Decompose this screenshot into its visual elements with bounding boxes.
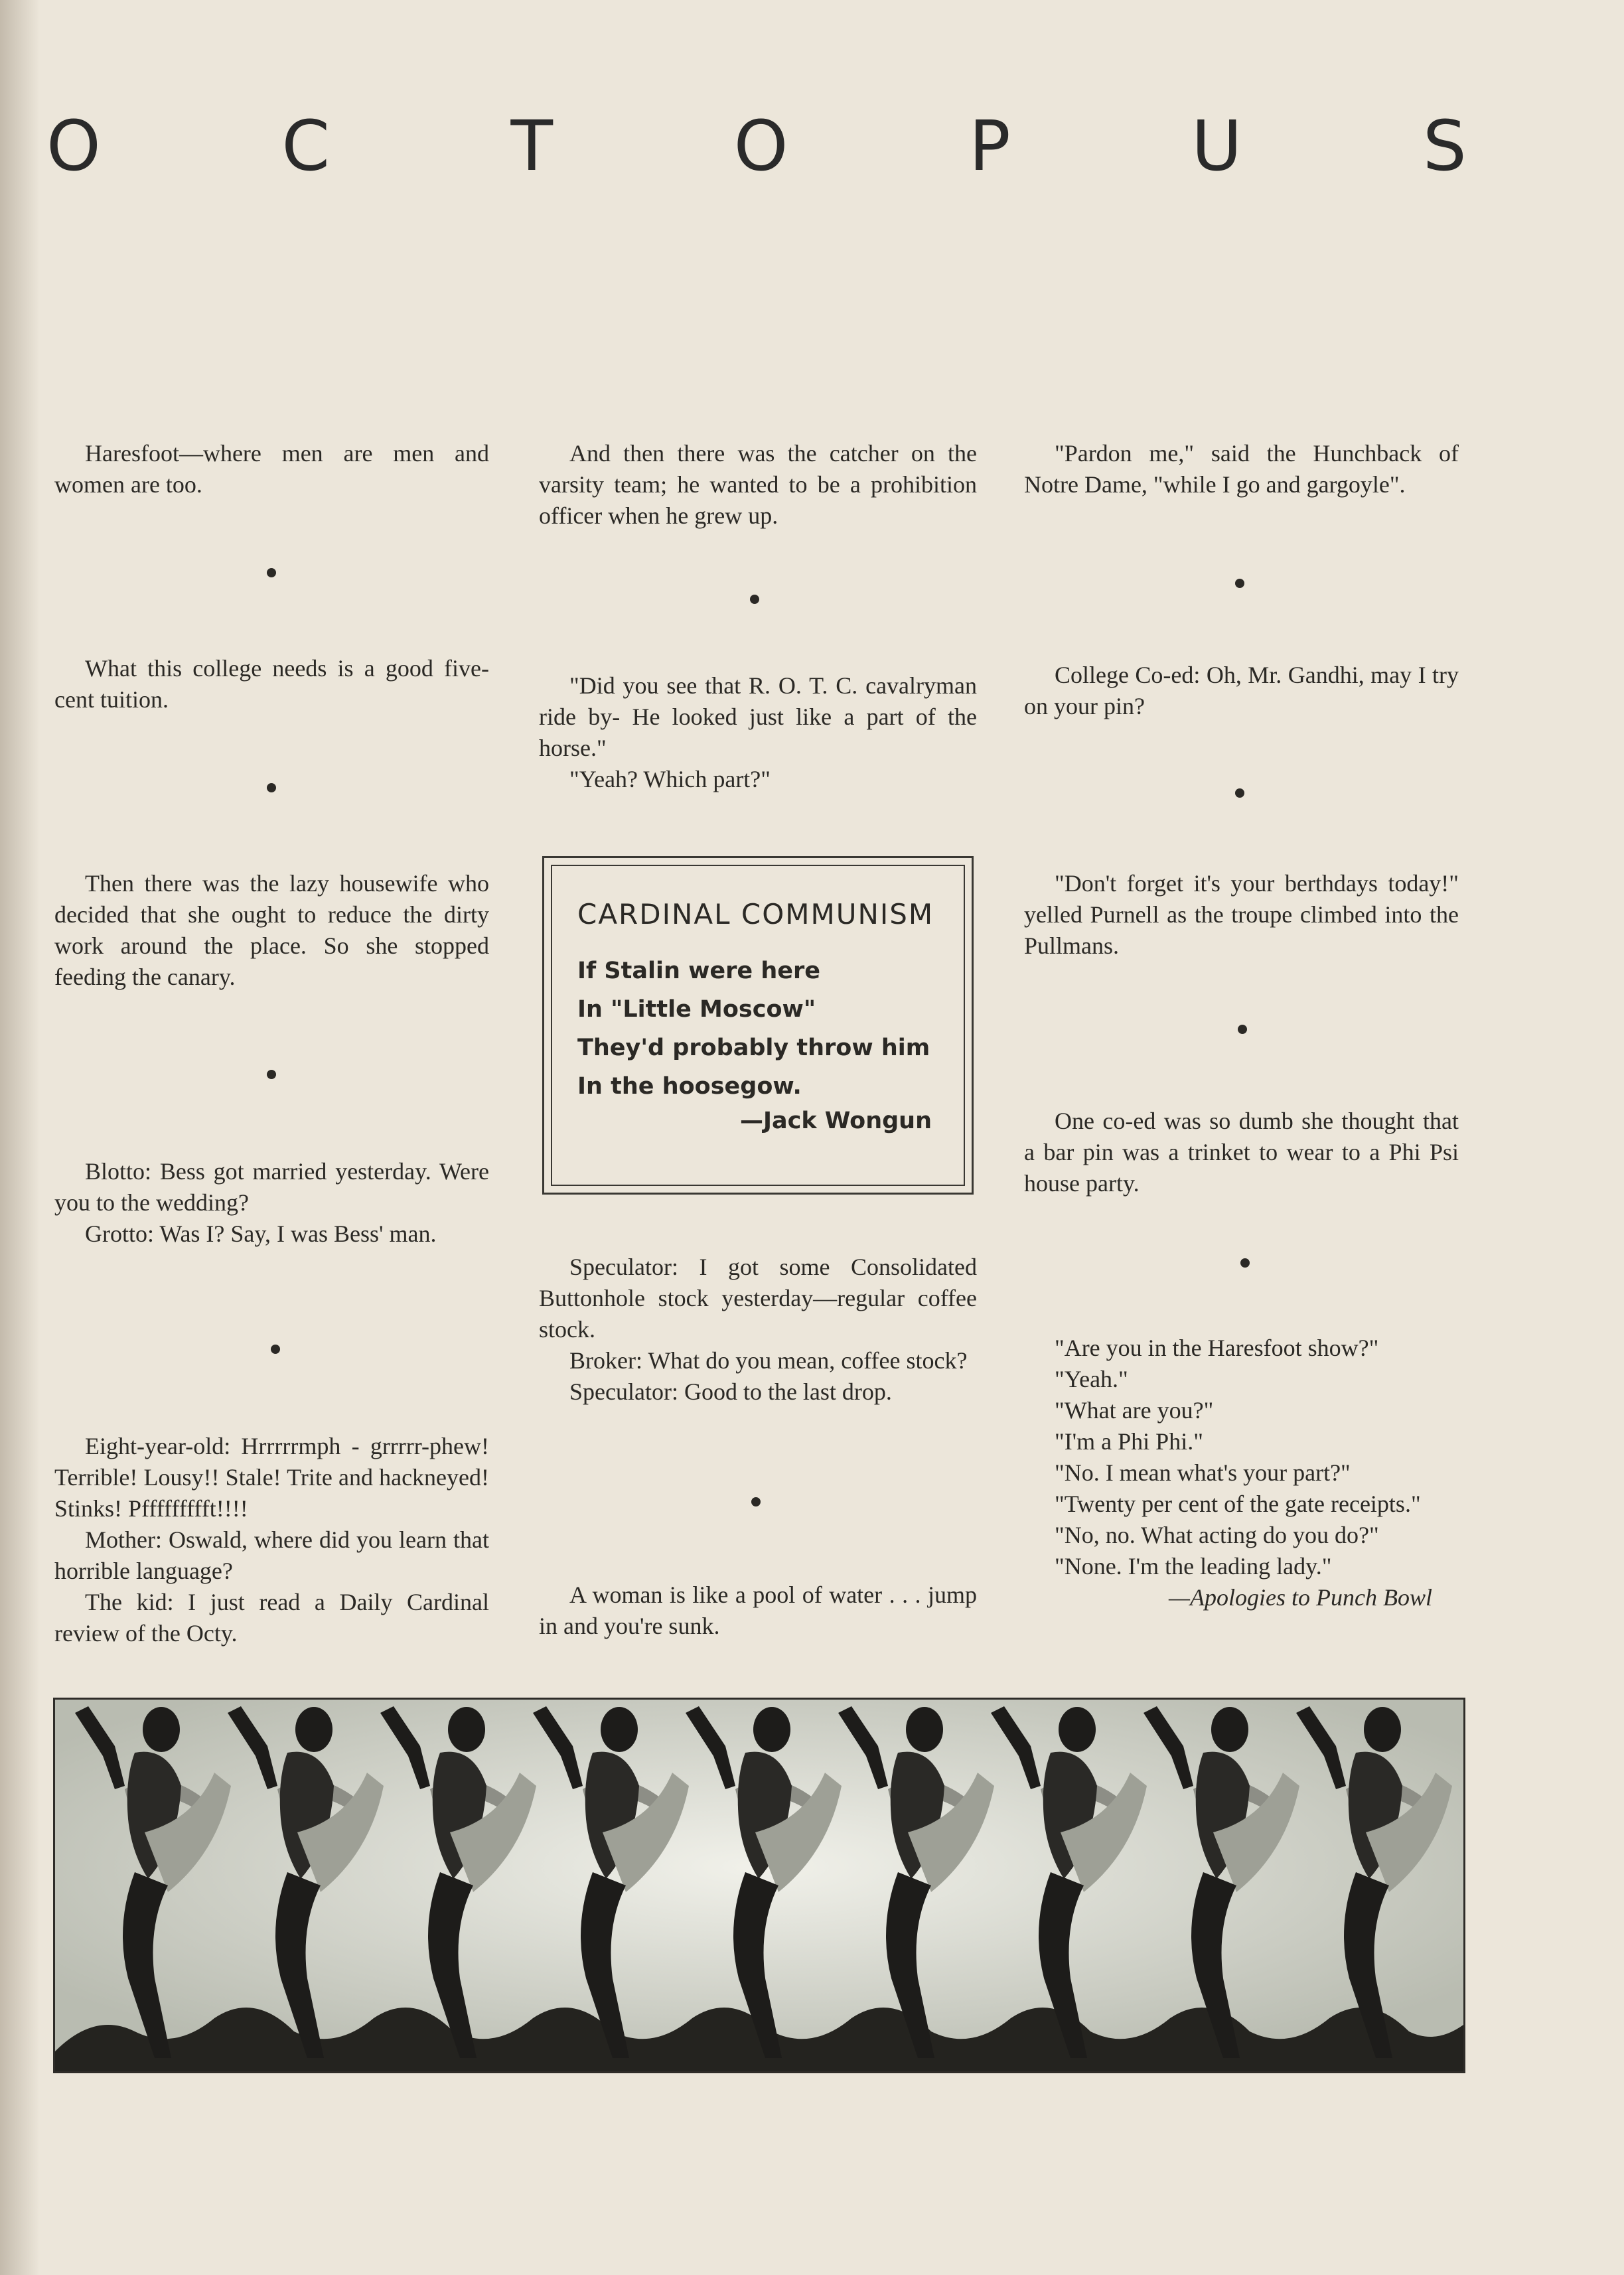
joke-text: "No. I mean what's your part?" (1055, 1459, 1351, 1486)
joke-text: Then there was the lazy housewife who decided that she ought to reduce the dirty work around the place. So she stopped feeding the canary. (54, 870, 489, 990)
joke-woman-pool (539, 1579, 977, 1642)
joke-text: The kid: I just read a Daily Cardinal review of the Octy. (54, 1589, 489, 1647)
poem-signature: —Jack Wongun (739, 1108, 932, 1134)
joke-text: "Yeah." (1055, 1366, 1128, 1392)
joke-text: What this college needs is a good five-cent tuition. (54, 655, 489, 713)
poem-line: If Stalin were here (577, 958, 820, 984)
joke-purnell (1024, 868, 1459, 962)
joke-blotto-grotto (54, 1156, 489, 1250)
joke-text: One co-ed was so dumb she thought that a bar pin was a trinket to wear to a Phi Psi house party. (1024, 1108, 1459, 1197)
joke-text: Haresfoot—where men are men and women are too. (54, 440, 489, 498)
joke-text: "Don't forget it's your berthdays today!" yelled Purnell as the troupe climbed into the Pullmans. (1024, 870, 1459, 959)
masthead-letter: C (281, 106, 331, 186)
joke-text: "Yeah? Which part?" (569, 766, 771, 792)
separator-bullet (751, 1497, 761, 1506)
page-binding-shadow (0, 0, 40, 2275)
masthead-octopus (46, 100, 1467, 192)
joke-text: Mother: Oswald, where did you learn that horrible language? (54, 1526, 489, 1584)
poem-line: In the hoosegow. (577, 1073, 802, 1100)
joke-haresfoot (54, 438, 489, 500)
separator-bullet (267, 1070, 276, 1079)
joke-text: "Did you see that R. O. T. C. cavalryman ride by- He looked just like a part of the horse." (539, 672, 977, 761)
joke-text: "No, no. What acting do you do?" (1055, 1522, 1379, 1548)
joke-text: Speculator: I got some Consolidated Buttonhole stock yesterday—regular coffee stock. (539, 1254, 977, 1343)
separator-bullet (1238, 1025, 1247, 1034)
joke-text: "None. I'm the leading lady." (1055, 1553, 1332, 1579)
poem-title: CARDINAL COMMUNISM (577, 898, 934, 930)
poem-box-cardinal-communism (542, 856, 974, 1195)
joke-speculator (539, 1252, 977, 1408)
joke-catcher (539, 438, 977, 532)
joke-text: A woman is like a pool of water . . . jump in and you're sunk. (539, 1581, 977, 1639)
joke-text: "What are you?" (1055, 1397, 1214, 1424)
dancers-graphic (55, 1700, 1463, 2071)
joke-haresfoot-show (1024, 1333, 1459, 1613)
joke-text: "Are you in the Haresfoot show?" (1055, 1335, 1379, 1361)
joke-text: Eight-year-old: Hrrrrrmph - grrrrr-phew! Terrible! Lousy!! Stale! Trite and hackneyed! Stinks! Pffffffffft!!!! (54, 1433, 489, 1522)
joke-tuition (54, 653, 489, 715)
joke-text: Grotto: Was I? Say, I was Bess' man. (85, 1220, 437, 1247)
joke-bar-pin (1024, 1106, 1459, 1199)
joke-text: And then there was the catcher on the varsity team; he wanted to be a prohibition officer when he grew up. (539, 440, 977, 529)
joke-housewife (54, 868, 489, 993)
joke-eight-year-old (54, 1431, 489, 1649)
separator-bullet (1235, 579, 1244, 588)
masthead-letter: U (1191, 106, 1242, 186)
dancers-illustration (53, 1698, 1465, 2073)
separator-bullet (267, 568, 276, 577)
masthead-letter: O (46, 106, 101, 186)
separator-bullet (267, 783, 276, 792)
joke-hunchback (1024, 438, 1459, 500)
separator-bullet (271, 1345, 280, 1354)
separator-bullet (1235, 788, 1244, 798)
joke-text: College Co-ed: Oh, Mr. Gandhi, may I try on your pin? (1024, 662, 1459, 719)
masthead-letter: T (510, 106, 554, 186)
joke-text: "Pardon me," said the Hunchback of Notre Dame, "while I go and gargoyle". (1024, 440, 1459, 498)
poem-line: In "Little Moscow" (577, 996, 816, 1023)
masthead-letter: P (969, 106, 1011, 186)
poem-line: They'd probably throw him (577, 1035, 930, 1061)
joke-text: Speculator: Good to the last drop. (569, 1378, 892, 1405)
attribution: —Apologies to Punch Bowl (1169, 1584, 1432, 1611)
joke-gandhi (1024, 660, 1459, 722)
joke-text: "Twenty per cent of the gate receipts." (1055, 1491, 1421, 1517)
joke-rotc (539, 670, 977, 795)
joke-text: Broker: What do you mean, coffee stock? (569, 1347, 968, 1374)
joke-text: Blotto: Bess got married yesterday. Were you to the wedding? (54, 1158, 489, 1216)
separator-bullet (1240, 1258, 1250, 1268)
masthead-letter: S (1422, 106, 1467, 186)
separator-bullet (750, 595, 759, 604)
joke-text: "I'm a Phi Phi." (1055, 1428, 1203, 1455)
masthead-letter: O (733, 106, 788, 186)
